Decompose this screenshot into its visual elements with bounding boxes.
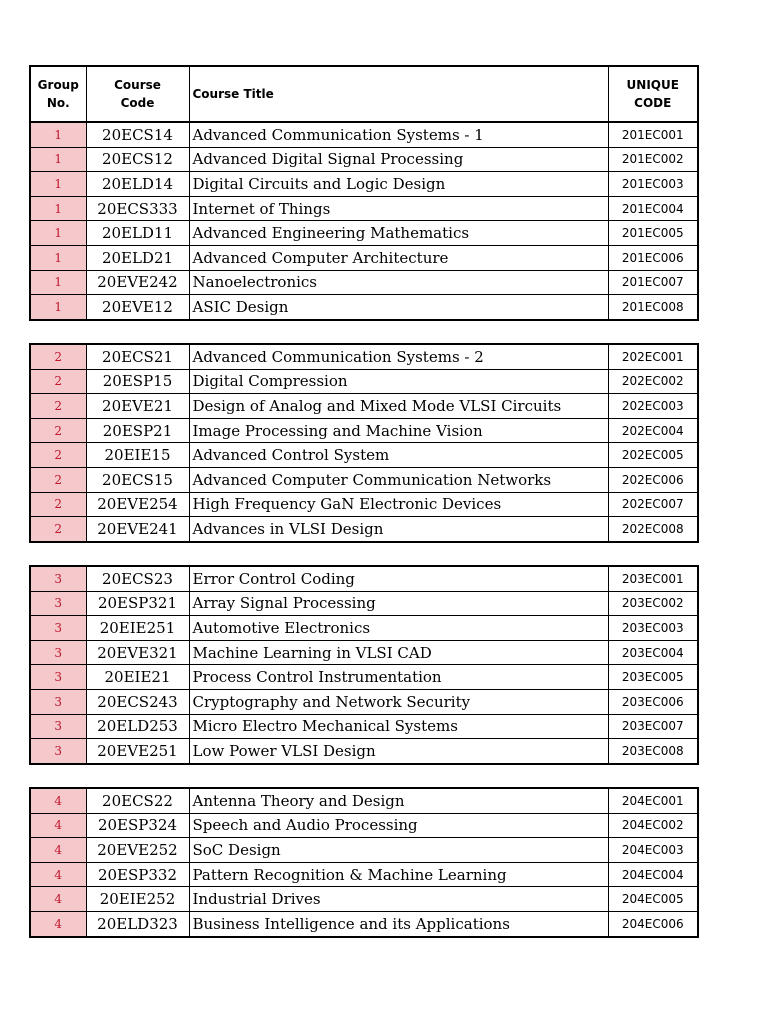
course-code-cell: 20ECS23	[86, 566, 189, 591]
group-number-cell: 2	[30, 369, 86, 394]
unique-code-cell: 201EC003	[608, 172, 698, 197]
course-code-cell: 20EVE21	[86, 394, 189, 419]
table-row	[30, 862, 698, 887]
group-number-cell: 2	[30, 344, 86, 369]
course-code-cell: 20EIE251	[86, 616, 189, 641]
course-table-group-3	[29, 565, 699, 765]
table-row	[30, 369, 698, 394]
group-number-cell: 3	[30, 566, 86, 591]
unique-code-cell: 203EC002	[608, 591, 698, 616]
group-number-cell: 1	[30, 122, 86, 147]
unique-code-cell: 201EC001	[608, 122, 698, 147]
course-title-cell: Pattern Recognition & Machine Learning	[189, 862, 608, 887]
unique-code-cell: 202EC006	[608, 467, 698, 492]
header-unique-code-line1: UNIQUE	[626, 78, 679, 92]
group-number-cell: 3	[30, 640, 86, 665]
group-number-cell: 3	[30, 689, 86, 714]
unique-code-cell: 201EC002	[608, 147, 698, 172]
course-table-group-2	[29, 343, 699, 543]
group-4-rows	[30, 788, 698, 937]
table-row	[30, 591, 698, 616]
course-code-cell: 20ECS333	[86, 196, 189, 221]
course-code-cell: 20ESP332	[86, 862, 189, 887]
group-number-cell: 2	[30, 418, 86, 443]
unique-code-cell: 201EC006	[608, 245, 698, 270]
header-unique-code	[608, 66, 698, 122]
unique-code-cell: 202EC002	[608, 369, 698, 394]
course-title-cell: Micro Electro Mechanical Systems	[189, 714, 608, 739]
course-code-cell: 20ECS21	[86, 344, 189, 369]
course-title-cell: Advanced Digital Signal Processing	[189, 147, 608, 172]
unique-code-cell: 203EC001	[608, 566, 698, 591]
group-number-cell: 2	[30, 394, 86, 419]
unique-code-cell: 204EC002	[608, 813, 698, 838]
course-code-cell: 20EVE12	[86, 295, 189, 320]
course-code-cell: 20ELD253	[86, 714, 189, 739]
course-title-cell: Nanoelectronics	[189, 270, 608, 295]
group-number-cell: 2	[30, 517, 86, 542]
course-code-cell: 20ESP321	[86, 591, 189, 616]
group-number-cell: 3	[30, 591, 86, 616]
course-title-cell: Low Power VLSI Design	[189, 739, 608, 764]
course-code-cell: 20ESP324	[86, 813, 189, 838]
header-course-code	[86, 66, 189, 122]
table-row	[30, 443, 698, 468]
course-title-cell: Advances in VLSI Design	[189, 517, 608, 542]
unique-code-cell: 203EC003	[608, 616, 698, 641]
course-code-cell: 20ESP21	[86, 418, 189, 443]
table-row	[30, 196, 698, 221]
course-code-cell: 20ELD14	[86, 172, 189, 197]
group-number-cell: 3	[30, 616, 86, 641]
unique-code-cell: 204EC001	[608, 788, 698, 813]
course-title-cell: Antenna Theory and Design	[189, 788, 608, 813]
group-1-rows	[30, 122, 698, 320]
course-code-cell: 20ECS14	[86, 122, 189, 147]
unique-code-cell: 202EC003	[608, 394, 698, 419]
header-group-no-line1: Group	[37, 78, 79, 92]
course-code-cell: 20ECS243	[86, 689, 189, 714]
course-code-cell: 20ELD11	[86, 221, 189, 246]
unique-code-cell: 203EC008	[608, 739, 698, 764]
group-number-cell: 1	[30, 196, 86, 221]
course-title-cell: Design of Analog and Mixed Mode VLSI Circuits	[189, 394, 608, 419]
course-code-cell: 20EVE252	[86, 838, 189, 863]
course-title-cell: Digital Circuits and Logic Design	[189, 172, 608, 197]
table-row	[30, 517, 698, 542]
course-title-cell: SoC Design	[189, 838, 608, 863]
table-row	[30, 616, 698, 641]
table-row	[30, 714, 698, 739]
course-code-cell: 20ECS22	[86, 788, 189, 813]
table-row	[30, 221, 698, 246]
course-title-cell: ASIC Design	[189, 295, 608, 320]
unique-code-cell: 201EC005	[608, 221, 698, 246]
group-3-rows	[30, 566, 698, 764]
header-unique-code-line2: CODE	[634, 96, 672, 110]
header-course-code-line1: Course	[114, 78, 161, 92]
table-row	[30, 887, 698, 912]
header-group-no	[30, 66, 86, 122]
group-number-cell: 3	[30, 665, 86, 690]
group-number-cell: 2	[30, 443, 86, 468]
table-row	[30, 911, 698, 936]
course-title-cell: Automotive Electronics	[189, 616, 608, 641]
course-code-cell: 20EVE254	[86, 492, 189, 517]
course-code-cell: 20EIE15	[86, 443, 189, 468]
course-code-cell: 20EVE242	[86, 270, 189, 295]
course-code-cell: 20ESP15	[86, 369, 189, 394]
course-title-cell: Machine Learning in VLSI CAD	[189, 640, 608, 665]
unique-code-cell: 203EC006	[608, 689, 698, 714]
table-row	[30, 788, 698, 813]
course-title-cell: Advanced Engineering Mathematics	[189, 221, 608, 246]
group-number-cell: 1	[30, 221, 86, 246]
course-title-cell: Digital Compression	[189, 369, 608, 394]
course-title-cell: Speech and Audio Processing	[189, 813, 608, 838]
group-number-cell: 1	[30, 147, 86, 172]
table-row	[30, 838, 698, 863]
table-row	[30, 122, 698, 147]
table-row	[30, 295, 698, 320]
group-number-cell: 4	[30, 911, 86, 936]
table-row	[30, 418, 698, 443]
unique-code-cell: 204EC004	[608, 862, 698, 887]
group-number-cell: 2	[30, 492, 86, 517]
group-number-cell: 4	[30, 887, 86, 912]
table-row	[30, 640, 698, 665]
table-row	[30, 566, 698, 591]
group-number-cell: 1	[30, 270, 86, 295]
header-course-code-line2: Code	[120, 96, 155, 110]
unique-code-cell: 201EC007	[608, 270, 698, 295]
unique-code-cell: 203EC004	[608, 640, 698, 665]
course-title-cell: Advanced Communication Systems - 1	[189, 122, 608, 147]
table-row	[30, 689, 698, 714]
table-row	[30, 492, 698, 517]
course-code-cell: 20EIE252	[86, 887, 189, 912]
unique-code-cell: 204EC003	[608, 838, 698, 863]
course-title-cell: Error Control Coding	[189, 566, 608, 591]
unique-code-cell: 202EC005	[608, 443, 698, 468]
course-title-cell: Advanced Computer Communication Networks	[189, 467, 608, 492]
course-code-cell: 20EVE321	[86, 640, 189, 665]
course-title-cell: High Frequency GaN Electronic Devices	[189, 492, 608, 517]
table-row	[30, 245, 698, 270]
unique-code-cell: 203EC007	[608, 714, 698, 739]
group-number-cell: 4	[30, 788, 86, 813]
course-code-cell: 20ELD323	[86, 911, 189, 936]
course-title-cell: Internet of Things	[189, 196, 608, 221]
unique-code-cell: 204EC005	[608, 887, 698, 912]
course-code-cell: 20ECS12	[86, 147, 189, 172]
course-title-cell: Array Signal Processing	[189, 591, 608, 616]
header-group-no-line2: No.	[46, 96, 70, 110]
unique-code-cell: 202EC008	[608, 517, 698, 542]
unique-code-cell: 202EC007	[608, 492, 698, 517]
course-code-cell: 20EVE251	[86, 739, 189, 764]
table-row	[30, 172, 698, 197]
table-row	[30, 344, 698, 369]
group-number-cell: 1	[30, 172, 86, 197]
group-number-cell: 1	[30, 245, 86, 270]
unique-code-cell: 203EC005	[608, 665, 698, 690]
table-row	[30, 665, 698, 690]
course-title-cell: Industrial Drives	[189, 887, 608, 912]
course-title-cell: Advanced Communication Systems - 2	[189, 344, 608, 369]
unique-code-cell: 202EC001	[608, 344, 698, 369]
unique-code-cell: 201EC008	[608, 295, 698, 320]
course-table-group-4	[29, 787, 699, 938]
unique-code-cell: 204EC006	[608, 911, 698, 936]
table-row	[30, 467, 698, 492]
course-title-cell: Process Control Instrumentation	[189, 665, 608, 690]
unique-code-cell: 201EC004	[608, 196, 698, 221]
course-code-cell: 20ECS15	[86, 467, 189, 492]
table-row	[30, 270, 698, 295]
course-title-cell: Cryptography and Network Security	[189, 689, 608, 714]
course-title-cell: Advanced Control System	[189, 443, 608, 468]
course-table-group-1	[29, 65, 699, 321]
course-title-cell: Business Intelligence and its Applications	[189, 911, 608, 936]
course-code-cell: 20EVE241	[86, 517, 189, 542]
course-title-cell: Image Processing and Machine Vision	[189, 418, 608, 443]
header-course-title: Course Title	[189, 66, 608, 122]
course-code-cell: 20EIE21	[86, 665, 189, 690]
group-number-cell: 4	[30, 838, 86, 863]
group-number-cell: 4	[30, 862, 86, 887]
group-number-cell: 3	[30, 714, 86, 739]
table-header-row	[30, 66, 698, 122]
group-number-cell: 4	[30, 813, 86, 838]
group-number-cell: 1	[30, 295, 86, 320]
course-code-cell: 20ELD21	[86, 245, 189, 270]
course-title-cell: Advanced Computer Architecture	[189, 245, 608, 270]
table-row	[30, 739, 698, 764]
group-number-cell: 3	[30, 739, 86, 764]
table-row	[30, 394, 698, 419]
unique-code-cell: 202EC004	[608, 418, 698, 443]
table-row	[30, 147, 698, 172]
group-2-rows	[30, 344, 698, 542]
table-row	[30, 813, 698, 838]
group-number-cell: 2	[30, 467, 86, 492]
